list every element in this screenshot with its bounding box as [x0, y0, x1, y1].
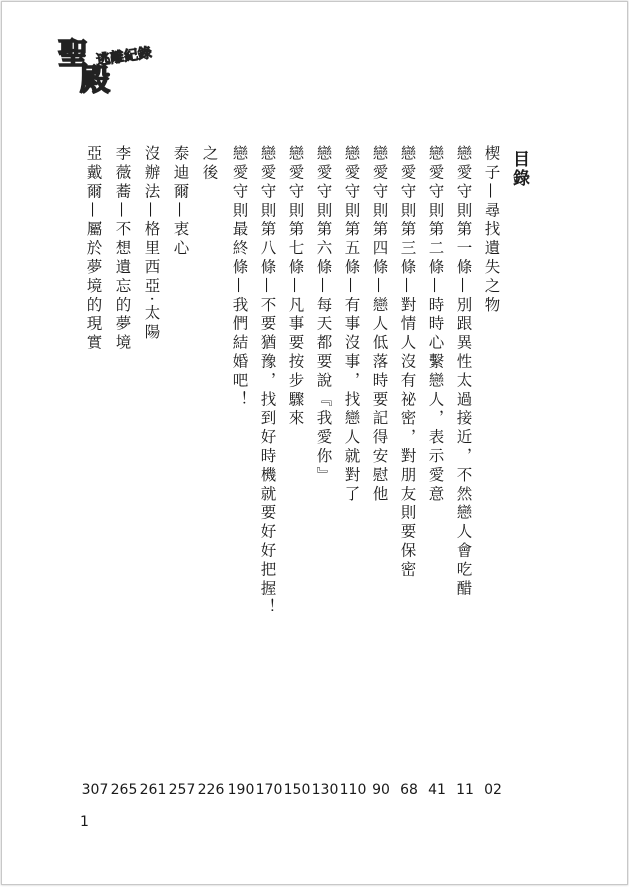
logo-subtitle: 逃離紀錄: [95, 45, 153, 69]
toc-page-number: 265: [110, 782, 138, 798]
toc-page-number: 68: [400, 782, 418, 798]
toc-entry-4[interactable]: 戀愛守則第四條—戀人低落時要記得安慰他: [370, 145, 389, 505]
series-logo: [58, 34, 158, 104]
toc-page-number: 170: [255, 782, 283, 798]
toc-entry-3[interactable]: 戀愛守則第三條—對情人沒有祕密，對朋友則要保密: [398, 145, 417, 580]
toc-page-number: 150: [283, 782, 311, 798]
toc-page-number: 110: [339, 782, 367, 798]
toc-page-number: 90: [372, 782, 390, 798]
toc-entry-8[interactable]: 戀愛守則第八條—不要猶豫，找到好時機就要好好把握！: [258, 145, 277, 618]
toc-page-number: 261: [139, 782, 167, 798]
toc-entry-14[interactable]: 亞戴爾—屬於夢境的現實: [84, 145, 103, 353]
toc-page-number: 257: [168, 782, 196, 798]
toc-title: 目錄: [509, 150, 529, 188]
toc-page-number: 02: [484, 782, 502, 798]
document-page: [1, 1, 628, 885]
toc-entry-5[interactable]: 戀愛守則第五條—有事沒事，找戀人就對了: [342, 145, 361, 505]
toc-entry-10[interactable]: 之後: [200, 145, 219, 183]
page-number: 1: [80, 814, 89, 830]
toc-page-number: 130: [311, 782, 339, 798]
toc-page-number: 307: [81, 782, 109, 798]
toc-page-number: 190: [227, 782, 255, 798]
toc-entry-13[interactable]: 李薇蕎—不想遺忘的夢境: [113, 145, 132, 353]
toc-entry-12[interactable]: 沒辦法—格里西亞‧太陽: [142, 145, 161, 343]
toc-entry-11[interactable]: 泰迪爾—衷心: [171, 145, 190, 259]
toc-page-number: 11: [456, 782, 474, 798]
toc-entry-0[interactable]: 楔子—尋找遺失之物: [482, 145, 501, 316]
logo-char-top: 聖: [58, 37, 86, 72]
logo-char-bottom: 殿: [80, 63, 108, 98]
toc-page-number: 226: [197, 782, 225, 798]
toc-entry-6[interactable]: 戀愛守則第六條—每天都要說『我愛你』: [314, 145, 333, 486]
toc-entry-9[interactable]: 戀愛守則最終條—我們結婚吧！: [230, 145, 249, 410]
toc-entry-2[interactable]: 戀愛守則第二條—時時心繫戀人，表示愛意: [426, 145, 445, 505]
toc-page-number: 41: [428, 782, 446, 798]
toc-entry-1[interactable]: 戀愛守則第一條—別跟異性太過接近，不然戀人會吃醋: [454, 145, 473, 599]
toc-entry-7[interactable]: 戀愛守則第七條—凡事要按步驟來: [286, 145, 305, 429]
